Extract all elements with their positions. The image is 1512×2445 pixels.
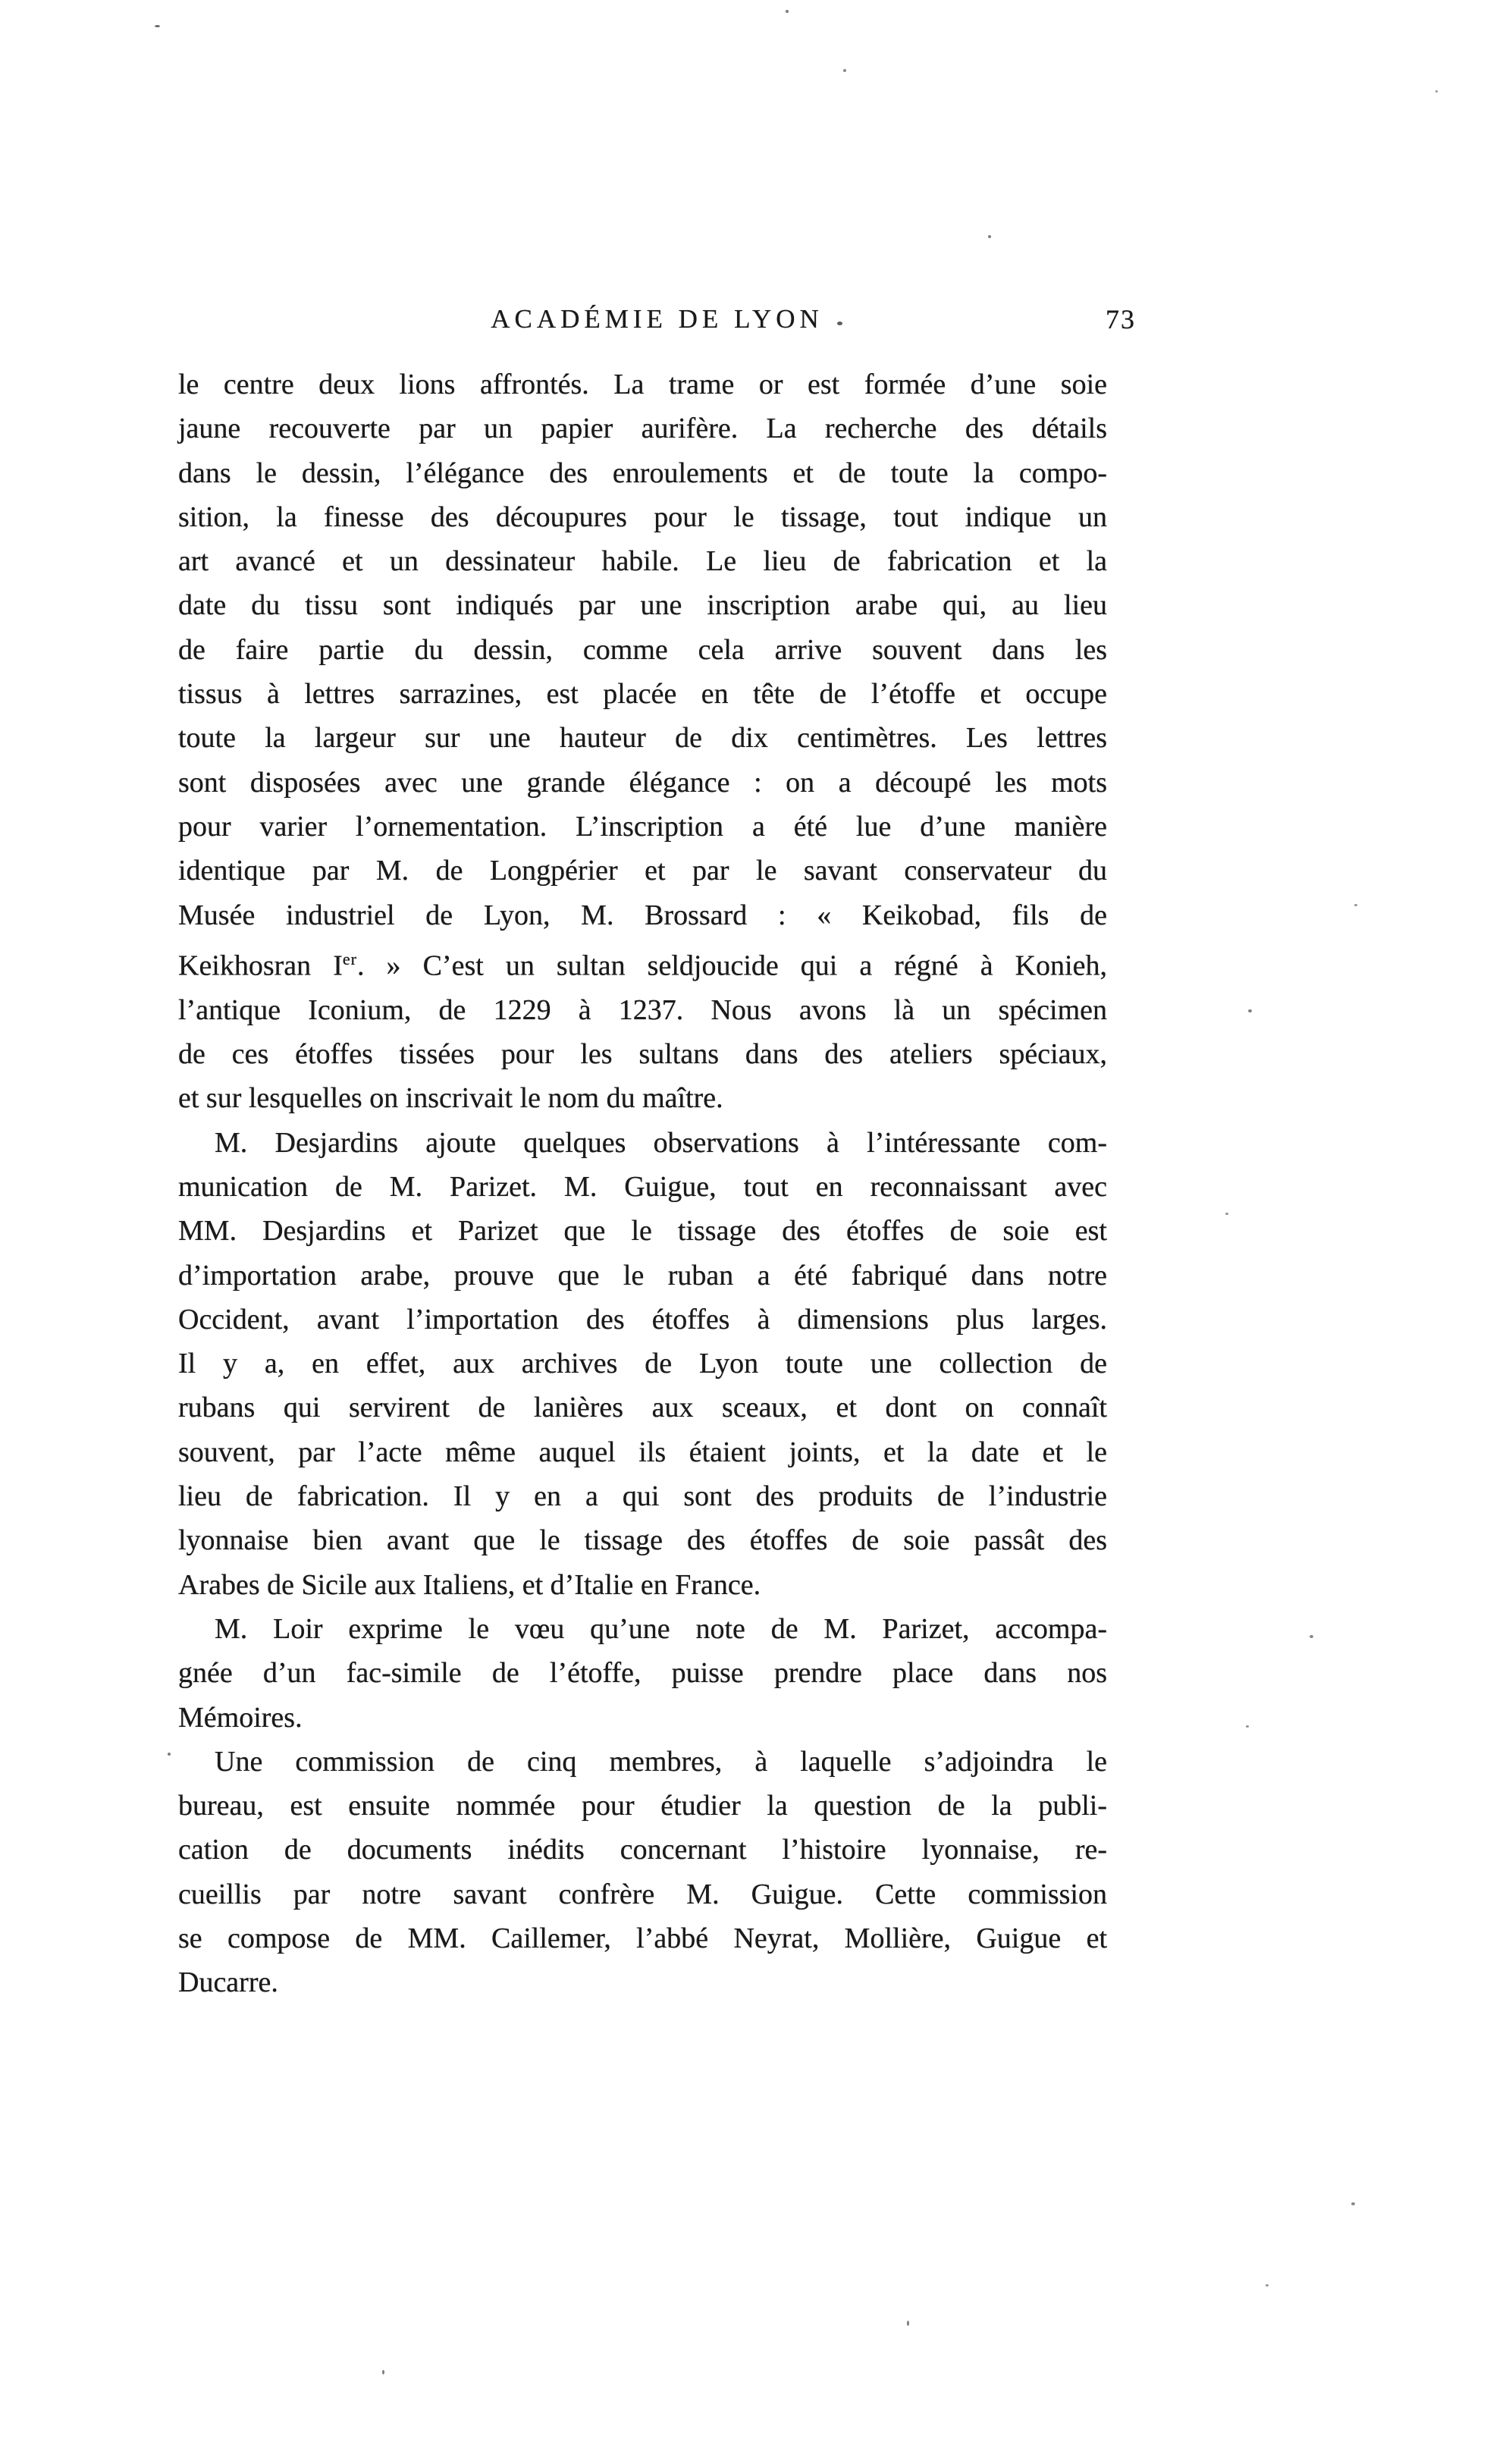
scan-speck [837, 322, 842, 325]
paragraph [178, 1607, 1107, 1740]
text-line: Musée industriel de Lyon, M. Brossard : « Keikobad, fils de [178, 899, 1107, 931]
text-line: de faire partie du dessin, comme cela arrive souvent dans les [178, 633, 1107, 666]
text-line: Une commission de cinq membres, à laquelle s’adjoindra le [215, 1745, 1107, 1778]
scan-speck [1435, 90, 1438, 93]
scan-speck [843, 69, 846, 72]
paragraph [178, 363, 1107, 1121]
page-header [178, 302, 1136, 337]
text-line: M. Desjardins ajoute quelques observations à l’intéressante com- [215, 1126, 1107, 1159]
text-line: lieu de fabrication. Il y en a qui sont des produits de l’industrie [178, 1480, 1107, 1513]
scan-speck [988, 235, 991, 238]
text-line: bureau, est ensuite nommée pour étudier la question de la publi- [178, 1790, 1107, 1822]
page-number: 73 [1106, 304, 1136, 334]
text-line: cueillis par notre savant confrère M. Guigue. Cette commission [178, 1878, 1107, 1910]
text-line: dans le dessin, l’élégance des enroulements et de toute la compo- [178, 457, 1107, 489]
text-line: Arabes de Sicile aux Italiens, et d’Italie en France. [178, 1568, 761, 1601]
text-line: Mémoires. [178, 1701, 303, 1734]
text-line: et sur lesquelles on inscrivait le nom du maître. [178, 1082, 723, 1115]
page-body [178, 363, 1107, 2005]
text-line: tissus à lettres sarrazines, est placée en tête de l’étoffe et occupe [178, 678, 1107, 711]
scan-speck [1248, 1009, 1252, 1012]
scan-speck [1225, 1213, 1228, 1215]
text-line: cation de documents inédits concernant l’histoire lyonnaise, re- [178, 1834, 1107, 1866]
ordinal-superscript: er [342, 949, 357, 968]
text-line: se compose de MM. Caillemer, l’abbé Neyrat, Mollière, Guigue et [178, 1922, 1107, 1955]
text-line: gnée d’un fac-simile de l’étoffe, puisse prendre place dans nos [178, 1657, 1107, 1690]
text-line: pour varier l’ornementation. L’inscription a été lue d’une manière [178, 810, 1107, 843]
scan-speck [382, 2370, 384, 2374]
text-line: lyonnaise bien avant que le tissage des étoffes de soie passât des [178, 1524, 1107, 1557]
text-line: sition, la finesse des découpures pour le tissage, tout indique un [178, 501, 1107, 533]
scan-speck [1266, 2284, 1269, 2286]
scan-speck [1354, 904, 1357, 906]
text-line: munication de M. Parizet. M. Guigue, tout en reconnaissant avec [178, 1171, 1107, 1203]
text-line: de ces étoffes tissées pour les sultans dans des ateliers spéciaux, [178, 1038, 1107, 1071]
scan-speck [1246, 1725, 1249, 1728]
text-line: date du tissu sont indiqués par une inscription arabe qui, au lieu [178, 589, 1107, 622]
text-line: rubans qui servirent de lanières aux sceaux, et dont on connaît [178, 1392, 1107, 1424]
text-line: jaune recouverte par un papier aurifère. La recherche des détails [178, 413, 1107, 445]
paragraph [178, 1740, 1107, 2005]
text-segment: Keikhosran I [178, 949, 343, 982]
text-segment: . » C’est un sultan seldjoucide qui a régné à Konieh, [357, 949, 1107, 982]
text-line: le centre deux lions affrontés. La trame or est formée d’une soie [178, 369, 1107, 400]
scan-speck [786, 10, 789, 13]
text-line: l’antique Iconium, de 1229 à 1237. Nous avons là un spécimen [178, 993, 1107, 1026]
text-line: toute la largeur sur une hauteur de dix centimètres. Les lettres [178, 722, 1107, 755]
text-line: Il y a, en effet, aux archives de Lyon toute une collection de [178, 1348, 1107, 1380]
paragraph [178, 1121, 1107, 1607]
text-line: d’importation arabe, prouve que le ruban a été fabriqué dans notre [178, 1259, 1107, 1292]
text-line: sont disposées avec une grande élégance : on a découpé les mots [178, 766, 1107, 799]
text-line: M. Loir exprime le vœu qu’une note de M. Parizet, accompa- [215, 1612, 1107, 1645]
text-line: identique par M. de Longpérier et par le savant conservateur du [178, 855, 1107, 887]
running-head: ACADÉMIE DE LYON [491, 304, 823, 334]
scan-speck [1310, 1635, 1313, 1638]
scan-speck [1351, 2202, 1355, 2205]
scan-speck [907, 2321, 909, 2326]
text-line: Occident, avant l’importation des étoffes à dimensions plus larges. [178, 1303, 1107, 1335]
text-line: art avancé et un dessinateur habile. Le lieu de fabrication et la [178, 545, 1107, 578]
text-line: souvent, par l’acte même auquel ils étaient joints, et la date et le [178, 1436, 1107, 1468]
scan-speck [168, 1753, 171, 1756]
text-line: Ducarre. [178, 1966, 278, 1999]
text-line: MM. Desjardins et Parizet que le tissage des étoffes de soie est [178, 1215, 1107, 1248]
scan-speck [155, 25, 160, 27]
text-line [178, 937, 1107, 988]
